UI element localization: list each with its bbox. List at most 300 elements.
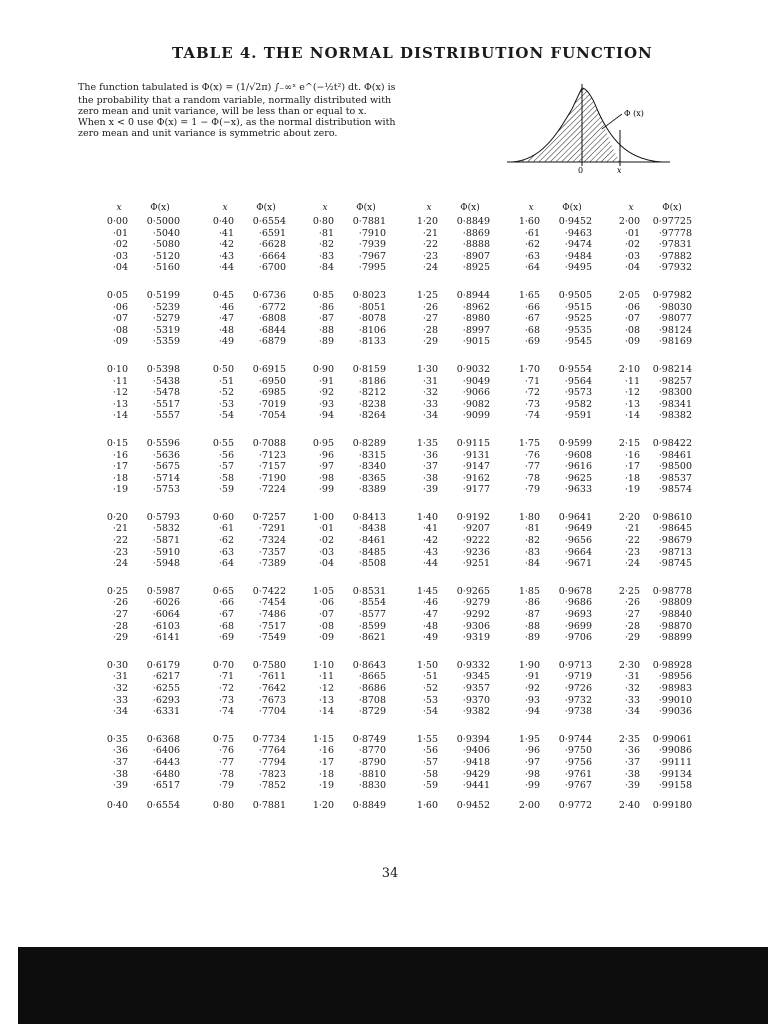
- table-row: [610, 558, 710, 570]
- table-row: [304, 683, 404, 695]
- table-row: [304, 586, 404, 598]
- intro-text: [78, 82, 396, 139]
- x-value: ·76: [524, 449, 540, 461]
- x-value: ·82: [524, 535, 540, 547]
- x-value: ·18: [624, 472, 640, 484]
- phi-value: ·8708: [358, 694, 386, 706]
- x-value: 1·45: [416, 585, 438, 597]
- phi-value: ·8830: [358, 780, 386, 792]
- x-value: ·63: [524, 250, 540, 262]
- table-row: [408, 450, 508, 462]
- x-value: ·66: [524, 301, 540, 313]
- table-row: [408, 769, 508, 781]
- x-value: ·09: [318, 632, 334, 644]
- x-value: ·93: [524, 694, 540, 706]
- x-value: ·33: [112, 694, 128, 706]
- x-value: ·41: [422, 523, 438, 535]
- column-header: [410, 203, 492, 213]
- table-group: [610, 512, 710, 570]
- phi-value: ·5910: [152, 546, 180, 558]
- x-value: ·53: [422, 694, 438, 706]
- table-row: [204, 438, 304, 450]
- x-value: ·52: [218, 387, 234, 399]
- x-value: ·01: [318, 523, 334, 535]
- x-value: ·34: [112, 706, 128, 718]
- x-value: ·01: [624, 227, 640, 239]
- phi-value: 0·98928: [652, 659, 692, 671]
- x-value: 1·65: [518, 289, 540, 301]
- phi-value: ·98679: [658, 535, 692, 547]
- phi-value: ·9525: [564, 313, 592, 325]
- x-value: ·31: [624, 671, 640, 683]
- phi-value: ·98169: [658, 336, 692, 348]
- phi-value: 0·7257: [252, 511, 286, 523]
- table-row: [408, 671, 508, 683]
- table-row: [408, 410, 508, 422]
- scan-border: [18, 947, 768, 1024]
- phi-value: ·98809: [658, 597, 692, 609]
- header-x: x: [528, 203, 534, 213]
- x-value: 2·00: [518, 800, 540, 811]
- table-group: [510, 438, 610, 496]
- table-row: [408, 290, 508, 302]
- phi-value: 0·9032: [456, 363, 490, 375]
- table-row: [510, 609, 610, 621]
- x-value: ·26: [112, 597, 128, 609]
- x-value: ·22: [624, 535, 640, 547]
- table-row: [510, 695, 610, 707]
- table-row: [408, 387, 508, 399]
- phi-value: ·9719: [564, 671, 592, 683]
- table-row: [610, 769, 710, 781]
- table-group: [510, 364, 610, 422]
- x-value: ·27: [624, 609, 640, 621]
- phi-value: ·6480: [152, 768, 180, 780]
- x-value: 0·00: [106, 216, 128, 227]
- phi-value: ·99086: [658, 745, 692, 757]
- table-row: [408, 597, 508, 609]
- table-row: [610, 290, 710, 302]
- table-row: [610, 734, 710, 746]
- phi-value: ·8888: [462, 239, 490, 251]
- x-value: ·34: [624, 706, 640, 718]
- phi-value: 0·8023: [352, 289, 386, 301]
- x-value: ·03: [112, 250, 128, 262]
- table-row: [610, 438, 710, 450]
- table-row: [204, 262, 304, 274]
- table-row: [304, 262, 404, 274]
- x-value: ·41: [218, 227, 234, 239]
- phi-value: 0·5793: [146, 511, 180, 523]
- x-value: ·42: [422, 535, 438, 547]
- x-value: ·83: [524, 546, 540, 558]
- origin-label: 0: [578, 166, 584, 174]
- table-row: [98, 251, 198, 263]
- phi-value: ·7995: [358, 262, 386, 274]
- x-value: ·72: [524, 387, 540, 399]
- table-row: [510, 302, 610, 314]
- table-group: [204, 216, 304, 274]
- phi-value: ·7054: [258, 410, 286, 422]
- x-value: 1·70: [518, 363, 540, 375]
- phi-value: ·8485: [358, 546, 386, 558]
- table-row: [98, 780, 198, 792]
- x-value: ·89: [318, 336, 334, 348]
- x-value: ·97: [318, 461, 334, 473]
- table-row: [610, 586, 710, 598]
- table-row: [204, 364, 304, 376]
- table-row: [204, 461, 304, 473]
- table-group: [510, 290, 610, 348]
- x-value: ·33: [422, 398, 438, 410]
- phi-value: 0·5987: [146, 585, 180, 597]
- phi-value: ·7454: [258, 597, 286, 609]
- x-value: ·51: [422, 671, 438, 683]
- phi-value: ·6517: [152, 780, 180, 792]
- x-value: ·34: [422, 410, 438, 422]
- table-row: [510, 512, 610, 524]
- x-value: ·97: [524, 756, 540, 768]
- table-row: [510, 399, 610, 411]
- phi-value: 0·9265: [456, 585, 490, 597]
- table-row: [510, 683, 610, 695]
- x-value: 2·30: [618, 659, 640, 671]
- phi-value: 0·9452: [456, 800, 490, 811]
- x-value: 1·10: [312, 659, 334, 671]
- table-group: [98, 734, 198, 792]
- table-row: [408, 695, 508, 707]
- phi-value: ·6217: [152, 671, 180, 683]
- phi-value: ·8186: [358, 375, 386, 387]
- x-value: ·51: [218, 375, 234, 387]
- phi-value: ·98645: [658, 523, 692, 535]
- x-value: 2·20: [618, 511, 640, 523]
- table-row: [304, 473, 404, 485]
- table-row: [510, 535, 610, 547]
- table-row: [510, 780, 610, 792]
- table-group: [304, 734, 404, 792]
- table-row: [204, 632, 304, 644]
- table-group: [204, 734, 304, 792]
- phi-value: 0·6736: [252, 289, 286, 301]
- table-row: [98, 734, 198, 746]
- phi-value: ·8962: [462, 301, 490, 313]
- x-value: ·36: [422, 449, 438, 461]
- table-column: [510, 216, 610, 808]
- x-value: 2·10: [618, 363, 640, 375]
- table-row: [304, 734, 404, 746]
- x-value: ·47: [218, 313, 234, 325]
- table-end-row: [408, 800, 490, 811]
- x-value: 2·15: [618, 437, 640, 449]
- table-column: [304, 216, 404, 808]
- table-row: [304, 780, 404, 792]
- table-row: [304, 450, 404, 462]
- phi-value: ·7764: [258, 745, 286, 757]
- x-value: ·23: [624, 546, 640, 558]
- x-value: ·84: [524, 558, 540, 570]
- table-row: [610, 621, 710, 633]
- x-value: ·92: [318, 387, 334, 399]
- table-row: [610, 399, 710, 411]
- table-row: [304, 660, 404, 672]
- table-row: [98, 535, 198, 547]
- phi-value: ·98341: [658, 398, 692, 410]
- phi-value: ·9484: [564, 250, 592, 262]
- header-phi: Φ(x): [256, 203, 276, 213]
- table-row: [98, 558, 198, 570]
- x-value: ·84: [318, 262, 334, 274]
- phi-value: ·9418: [462, 756, 490, 768]
- phi-value: 0·7088: [252, 437, 286, 449]
- phi-value: 0·8643: [352, 659, 386, 671]
- x-value: ·46: [422, 597, 438, 609]
- table-group: [610, 364, 710, 422]
- table-row: [204, 239, 304, 251]
- x-value: ·39: [624, 780, 640, 792]
- table-row: [408, 683, 508, 695]
- phi-value: ·98745: [658, 558, 692, 570]
- table-group: [408, 734, 508, 792]
- header-phi: Φ(x): [356, 203, 376, 213]
- x-value: ·36: [112, 745, 128, 757]
- table-row: [408, 535, 508, 547]
- x-value: ·02: [624, 239, 640, 251]
- phi-value: ·9429: [462, 768, 490, 780]
- x-value: ·73: [218, 694, 234, 706]
- table-row: [204, 450, 304, 462]
- phi-value: 0·7881: [352, 216, 386, 227]
- header-x: x: [426, 203, 432, 213]
- phi-value: ·9582: [564, 398, 592, 410]
- phi-value: ·9162: [462, 472, 490, 484]
- phi-value: ·9756: [564, 756, 592, 768]
- x-value: ·24: [422, 262, 438, 274]
- x-value: ·79: [524, 484, 540, 496]
- x-value: ·13: [112, 398, 128, 410]
- phi-value: ·9564: [564, 375, 592, 387]
- table-row: [408, 228, 508, 240]
- x-value: ·18: [318, 768, 334, 780]
- phi-value: ·5557: [152, 410, 180, 422]
- phi-value: ·8577: [358, 609, 386, 621]
- table-row: [98, 671, 198, 683]
- x-value: 1·75: [518, 437, 540, 449]
- phi-value: ·99111: [658, 756, 692, 768]
- table-group: [304, 438, 404, 496]
- phi-value: ·98300: [658, 387, 692, 399]
- phi-value: ·7389: [258, 558, 286, 570]
- phi-value: 0·7881: [252, 800, 286, 811]
- phi-value: ·8133: [358, 336, 386, 348]
- x-value: ·83: [318, 250, 334, 262]
- phi-value: ·6950: [258, 375, 286, 387]
- table-row: [510, 484, 610, 496]
- intro-body: the probability that a random variable, normally distributed with zero mean and unit variance, will be less than or equal to x. When x < 0 use Φ(x) = 1 − Φ(−x), as the normal distribution with zero mean and unit variance is symmetric about zero.: [78, 95, 396, 139]
- table-row: [510, 216, 610, 228]
- phi-value: 0·9772: [558, 800, 592, 811]
- table-row: [98, 239, 198, 251]
- x-value: ·13: [624, 398, 640, 410]
- x-value: ·13: [318, 694, 334, 706]
- phi-value: ·99036: [658, 706, 692, 718]
- x-value: ·03: [624, 250, 640, 262]
- x-value: ·27: [112, 609, 128, 621]
- column-header: [512, 203, 594, 213]
- phi-value: ·6879: [258, 336, 286, 348]
- table-row: [304, 512, 404, 524]
- phi-value: ·9177: [462, 484, 490, 496]
- phi-value: ·9686: [564, 597, 592, 609]
- x-value: ·08: [112, 324, 128, 336]
- x-value: ·26: [422, 301, 438, 313]
- table-row: [610, 512, 710, 524]
- table-row: [204, 336, 304, 348]
- table-row: [204, 325, 304, 337]
- phi-value: ·9535: [564, 324, 592, 336]
- x-value: ·32: [112, 683, 128, 694]
- table-group: [408, 512, 508, 570]
- table-group: [98, 290, 198, 348]
- table-group: [610, 660, 710, 718]
- phi-value: ·9292: [462, 609, 490, 621]
- phi-value: ·9370: [462, 694, 490, 706]
- x-value: ·77: [218, 756, 234, 768]
- x-value: 0·20: [106, 511, 128, 523]
- phi-value: ·9738: [564, 706, 592, 718]
- x-value: ·36: [624, 745, 640, 757]
- table-group: [610, 734, 710, 792]
- x-value: ·67: [524, 313, 540, 325]
- phi-value: ·9699: [564, 620, 592, 632]
- x-value: ·12: [112, 387, 128, 399]
- phi-value: ·7486: [258, 609, 286, 621]
- intro-formula: The function tabulated is Φ(x) = (1/√2π) ∫₋∞ˣ e^(−½t²) dt. Φ(x) is: [78, 82, 396, 93]
- table-row: [408, 660, 508, 672]
- phi-value: 0·6179: [146, 659, 180, 671]
- phi-value: ·7157: [258, 461, 286, 473]
- phi-value: ·6141: [152, 632, 180, 644]
- x-value: ·54: [218, 410, 234, 422]
- phi-value: 0·7580: [252, 659, 286, 671]
- phi-value: ·6255: [152, 683, 180, 694]
- phi-value: ·9066: [462, 387, 490, 399]
- x-value: 0·70: [212, 659, 234, 671]
- table-row: [408, 586, 508, 598]
- phi-value: 0·5000: [146, 216, 180, 227]
- table-group: [98, 660, 198, 718]
- table-group: [610, 586, 710, 644]
- phi-value: ·8212: [358, 387, 386, 399]
- table-row: [98, 302, 198, 314]
- x-value: ·29: [422, 336, 438, 348]
- phi-value: ·9693: [564, 609, 592, 621]
- table-row: [510, 461, 610, 473]
- header-phi: Φ(x): [662, 203, 682, 213]
- x-value: ·21: [624, 523, 640, 535]
- table-row: [98, 695, 198, 707]
- x-value: ·08: [318, 620, 334, 632]
- table-row: [610, 336, 710, 348]
- phi-value: ·8389: [358, 484, 386, 496]
- table-row: [510, 473, 610, 485]
- x-value: ·57: [218, 461, 234, 473]
- x-value: ·54: [422, 706, 438, 718]
- x-value: ·53: [218, 398, 234, 410]
- x-value: ·88: [318, 324, 334, 336]
- table-row: [304, 438, 404, 450]
- table-row: [510, 547, 610, 559]
- x-value: ·06: [624, 301, 640, 313]
- table-row: [610, 523, 710, 535]
- x-value: ·04: [318, 558, 334, 570]
- table-row: [204, 410, 304, 422]
- phi-value: ·6628: [258, 239, 286, 251]
- phi-value: ·5636: [152, 449, 180, 461]
- x-value: ·09: [624, 336, 640, 348]
- table-row: [98, 547, 198, 559]
- x-value: ·44: [422, 558, 438, 570]
- x-value: ·37: [624, 756, 640, 768]
- x-value: ·16: [624, 449, 640, 461]
- table-group: [304, 586, 404, 644]
- x-value: ·24: [624, 558, 640, 570]
- table-row: [610, 660, 710, 672]
- table-row: [98, 313, 198, 325]
- x-value: 1·25: [416, 289, 438, 301]
- phi-value: ·7823: [258, 768, 286, 780]
- table-group: [304, 512, 404, 570]
- x-value: ·14: [112, 410, 128, 422]
- phi-value: ·7673: [258, 694, 286, 706]
- phi-value: ·8438: [358, 523, 386, 535]
- phi-value: 0·8289: [352, 437, 386, 449]
- x-value: 0·55: [212, 437, 234, 449]
- table-row: [204, 769, 304, 781]
- phi-value: ·5080: [152, 239, 180, 251]
- x-value: ·86: [524, 597, 540, 609]
- table-row: [304, 461, 404, 473]
- phi-value: ·8907: [462, 250, 490, 262]
- phi-value: ·5832: [152, 523, 180, 535]
- x-value: ·17: [624, 461, 640, 473]
- table-row: [510, 621, 610, 633]
- table-row: [408, 216, 508, 228]
- table-row: [408, 302, 508, 314]
- phi-value: ·9357: [462, 683, 490, 694]
- phi-value: ·8621: [358, 632, 386, 644]
- phi-value: ·9463: [564, 227, 592, 239]
- table-end-row: [610, 800, 692, 811]
- x-value: ·16: [318, 745, 334, 757]
- phi-value: ·6026: [152, 597, 180, 609]
- x-value: ·98: [524, 768, 540, 780]
- x-value: ·66: [218, 597, 234, 609]
- x-value: ·64: [218, 558, 234, 570]
- table-row: [304, 558, 404, 570]
- x-value: 1·20: [312, 800, 334, 811]
- x-value: ·86: [318, 301, 334, 313]
- table-row: [510, 376, 610, 388]
- phi-value: ·9767: [564, 780, 592, 792]
- table-row: [98, 484, 198, 496]
- x-value: ·48: [422, 620, 438, 632]
- phi-value: ·98257: [658, 375, 692, 387]
- x-value: ·19: [318, 780, 334, 792]
- x-value: ·12: [318, 683, 334, 694]
- phi-value: ·7967: [358, 250, 386, 262]
- x-value: ·02: [112, 239, 128, 251]
